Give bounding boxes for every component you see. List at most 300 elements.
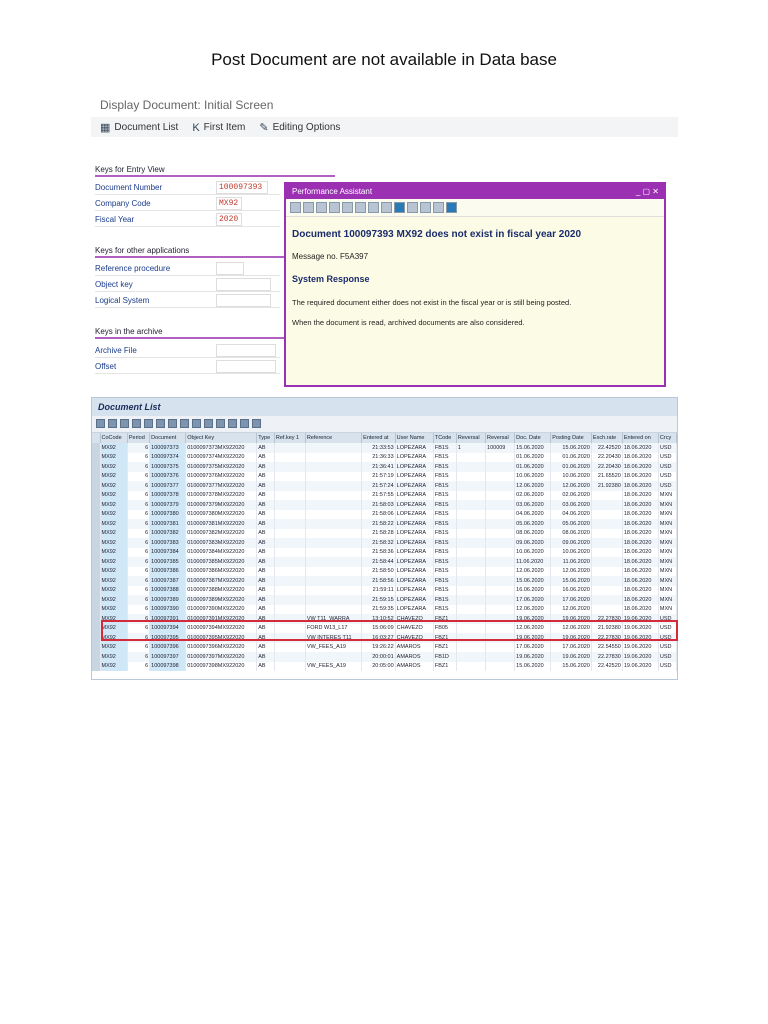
table-cell: 0100097397MX922020 <box>186 652 257 662</box>
select-icon[interactable] <box>120 419 129 428</box>
mark-icon[interactable] <box>355 202 366 213</box>
table-row[interactable] <box>92 443 677 453</box>
table-cell <box>486 510 515 520</box>
graphic-icon[interactable] <box>240 419 249 428</box>
table-cell: CHAVEZO <box>395 624 433 634</box>
column-header[interactable]: Object Key <box>186 433 257 443</box>
table-row[interactable] <box>92 462 677 472</box>
table-cell: 02.06.2020 <box>515 491 551 501</box>
table-row[interactable] <box>92 576 677 586</box>
table-cell <box>305 519 361 529</box>
table-cell: AB <box>257 538 275 548</box>
subtotal-icon[interactable] <box>180 419 189 428</box>
table-cell[interactable]: 100097380 <box>150 510 186 520</box>
row-selector[interactable] <box>92 529 100 539</box>
column-header[interactable]: Exch.rate <box>591 433 622 443</box>
table-cell <box>486 557 515 567</box>
row-selector[interactable] <box>92 472 100 482</box>
table-cell <box>305 586 361 596</box>
export-icon[interactable] <box>433 202 444 213</box>
column-header[interactable]: User Name <box>395 433 433 443</box>
table-cell: 0100097390MX922020 <box>186 605 257 615</box>
table-cell: 0100097389MX922020 <box>186 595 257 605</box>
table-row[interactable] <box>92 567 677 577</box>
archive-file-field[interactable] <box>216 344 276 357</box>
table-cell: 08.06.2020 <box>515 529 551 539</box>
row-selector[interactable] <box>92 453 100 463</box>
fiscal-year-field[interactable]: 2020 <box>216 213 242 226</box>
table-cell: MXN <box>658 605 676 615</box>
table-cell <box>274 500 305 510</box>
edit-icon[interactable] <box>342 202 353 213</box>
row-selector[interactable] <box>92 443 100 453</box>
table-cell: LOPEZARA <box>395 548 433 558</box>
table-cell: FB1S <box>433 529 456 539</box>
table-cell: MXN <box>658 557 676 567</box>
table-cell <box>456 500 485 510</box>
table-row[interactable] <box>92 500 677 510</box>
print-icon[interactable] <box>420 202 431 213</box>
column-header[interactable]: TCode <box>433 433 456 443</box>
table-cell: 17.06.2020 <box>551 643 592 653</box>
table-cell <box>274 614 305 624</box>
table-cell: MXN <box>658 586 676 596</box>
table-icon[interactable] <box>381 202 392 213</box>
table-cell <box>486 548 515 558</box>
back-icon[interactable] <box>290 202 301 213</box>
table-cell <box>274 491 305 501</box>
document-list-title: Document List <box>92 398 677 416</box>
table-cell: MX92 <box>100 453 127 463</box>
table-cell: 05.06.2020 <box>515 519 551 529</box>
document-list-label: Document List <box>114 122 179 133</box>
table-cell[interactable]: 100097394 <box>150 624 186 634</box>
row-selector[interactable] <box>92 633 100 643</box>
table-cell: 21:58:03 <box>362 500 396 510</box>
table-cell: 15.06.2020 <box>515 576 551 586</box>
table-cell: 22.54550 <box>591 643 622 653</box>
column-header[interactable]: Reference <box>305 433 361 443</box>
table-cell: FB1S <box>433 462 456 472</box>
system-response-heading: System Response <box>292 274 370 284</box>
column-header[interactable]: Reversal <box>486 433 515 443</box>
table-cell: MX92 <box>100 614 127 624</box>
table-cell: VW INTERES T11 <box>305 633 361 643</box>
table-cell: 21:58:36 <box>362 548 396 558</box>
document-number-field[interactable]: 100097393 <box>216 181 268 194</box>
row-selector[interactable] <box>92 643 100 653</box>
table-cell: LOPEZARA <box>395 605 433 615</box>
table-cell: 21:36:33 <box>362 453 396 463</box>
table-cell: 12.06.2020 <box>551 481 592 491</box>
doc-icon[interactable] <box>316 202 327 213</box>
table-cell: 0100097379MX922020 <box>186 500 257 510</box>
logical-system-field[interactable] <box>216 294 271 307</box>
table-cell: MX92 <box>100 491 127 501</box>
table-cell: FB1S <box>433 586 456 596</box>
table-cell: MX92 <box>100 500 127 510</box>
table-cell <box>274 595 305 605</box>
table-cell[interactable]: 100097396 <box>150 643 186 653</box>
table-cell[interactable]: 100097397 <box>150 652 186 662</box>
sum-icon[interactable] <box>168 419 177 428</box>
column-header[interactable]: Entered at <box>362 433 396 443</box>
performance-assistant-window <box>284 182 666 387</box>
table-cell <box>456 538 485 548</box>
table-cell: 6 <box>127 510 149 520</box>
table-cell: 19.06.2020 <box>551 614 592 624</box>
table-cell: 16.06.2020 <box>551 586 592 596</box>
table-cell: USD <box>658 614 676 624</box>
table-cell: 19.06.2020 <box>515 633 551 643</box>
export-icon[interactable] <box>204 419 213 428</box>
table-cell[interactable]: 100097387 <box>150 576 186 586</box>
table-cell: 21:57:24 <box>362 481 396 491</box>
table-cell <box>456 567 485 577</box>
table-cell: 6 <box>127 567 149 577</box>
table-cell: 18.06.2020 <box>622 519 658 529</box>
table-cell <box>456 605 485 615</box>
table-cell <box>274 510 305 520</box>
table-cell <box>486 605 515 615</box>
assistant-titlebar[interactable] <box>286 184 664 199</box>
details-icon[interactable] <box>96 419 105 428</box>
table-cell[interactable]: 100097395 <box>150 633 186 643</box>
table-cell: 10.06.2020 <box>515 472 551 482</box>
row-selector[interactable] <box>92 662 100 672</box>
table-cell: 6 <box>127 605 149 615</box>
table-cell <box>305 472 361 482</box>
table-cell <box>274 576 305 586</box>
table-row[interactable] <box>92 633 677 643</box>
column-header[interactable]: Reversal <box>456 433 485 443</box>
filter-icon[interactable] <box>407 202 418 213</box>
table-cell: 15.06.2020 <box>551 443 592 453</box>
table-cell: FB1S <box>433 443 456 453</box>
archive-file-label: Archive File <box>95 343 280 358</box>
table-cell: 22.20430 <box>591 453 622 463</box>
table-cell: FORD W13_L17 <box>305 624 361 634</box>
row-selector[interactable] <box>92 500 100 510</box>
select-all-cell[interactable] <box>92 433 100 443</box>
table-cell: FBZ1 <box>433 662 456 672</box>
row-selector[interactable] <box>92 576 100 586</box>
table-cell: FB1S <box>433 567 456 577</box>
column-header[interactable]: Crcy <box>658 433 676 443</box>
table-cell: FB1D <box>433 652 456 662</box>
document-number-label: Document Number <box>95 180 280 195</box>
table-row[interactable] <box>92 481 677 491</box>
table-cell <box>591 529 622 539</box>
table-row[interactable] <box>92 605 677 615</box>
table-cell: MX92 <box>100 595 127 605</box>
table-cell: USD <box>658 481 676 491</box>
offset-field[interactable] <box>216 360 276 373</box>
table-cell: 6 <box>127 662 149 672</box>
table-row[interactable] <box>92 643 677 653</box>
table-cell: VW T11_WARRA <box>305 614 361 624</box>
table-cell <box>456 529 485 539</box>
table-row[interactable] <box>92 624 677 634</box>
table-row[interactable] <box>92 529 677 539</box>
row-selector[interactable] <box>92 557 100 567</box>
sort-ascending-icon[interactable] <box>132 419 141 428</box>
table-cell: 19.06.2020 <box>622 633 658 643</box>
sort-descending-icon[interactable] <box>144 419 153 428</box>
first-item-button[interactable] <box>192 122 245 134</box>
row-selector[interactable] <box>92 567 100 577</box>
row-selector[interactable] <box>92 614 100 624</box>
table-cell: 0100097381MX922020 <box>186 519 257 529</box>
table-cell: LOPEZARA <box>395 538 433 548</box>
table-cell: 22.42520 <box>591 662 622 672</box>
row-selector[interactable] <box>92 595 100 605</box>
table-cell: 18.06.2020 <box>622 500 658 510</box>
table-row[interactable] <box>92 510 677 520</box>
table-cell: AB <box>257 652 275 662</box>
table-cell[interactable]: 100097384 <box>150 548 186 558</box>
table-cell <box>274 443 305 453</box>
table-cell: 09.06.2020 <box>515 538 551 548</box>
column-header[interactable]: Ref.key 1 <box>274 433 305 443</box>
table-cell: 12.06.2020 <box>551 624 592 634</box>
table-cell: MX92 <box>100 652 127 662</box>
table-row[interactable] <box>92 595 677 605</box>
refresh-icon[interactable] <box>108 419 117 428</box>
table-cell <box>486 586 515 596</box>
table-row[interactable] <box>92 453 677 463</box>
table-cell <box>486 576 515 586</box>
table-row[interactable] <box>92 519 677 529</box>
table-cell <box>274 529 305 539</box>
table-cell: 18.06.2020 <box>622 576 658 586</box>
row-selector[interactable] <box>92 491 100 501</box>
table-cell: 19.06.2020 <box>622 643 658 653</box>
table-cell: 19:26:22 <box>362 643 396 653</box>
row-selector[interactable] <box>92 624 100 634</box>
table-row[interactable] <box>92 586 677 596</box>
table-cell <box>274 538 305 548</box>
table-cell[interactable]: 100097391 <box>150 614 186 624</box>
table-cell: 10.06.2020 <box>551 472 592 482</box>
table-cell[interactable]: 100097382 <box>150 529 186 539</box>
table-cell: 18.06.2020 <box>622 453 658 463</box>
table-row[interactable] <box>92 652 677 662</box>
table-cell: 0100097376MX922020 <box>186 472 257 482</box>
table-cell: 10.06.2020 <box>515 548 551 558</box>
table-cell <box>456 643 485 653</box>
print-icon[interactable] <box>192 419 201 428</box>
table-cell <box>456 510 485 520</box>
help-icon[interactable] <box>446 202 457 213</box>
table-cell: MX92 <box>100 586 127 596</box>
table-row[interactable] <box>92 538 677 548</box>
table-cell[interactable]: 100097374 <box>150 453 186 463</box>
table-cell <box>591 519 622 529</box>
table-cell[interactable]: 100097376 <box>150 472 186 482</box>
row-selector[interactable] <box>92 481 100 491</box>
reference-procedure-field[interactable] <box>216 262 244 275</box>
table-row[interactable] <box>92 491 677 501</box>
filter-icon[interactable] <box>156 419 165 428</box>
table-cell[interactable]: 100097390 <box>150 605 186 615</box>
layout-icon[interactable] <box>216 419 225 428</box>
find-icon[interactable] <box>368 202 379 213</box>
table-cell: 19.06.2020 <box>622 624 658 634</box>
table-cell: 6 <box>127 633 149 643</box>
table-cell: LOPEZARA <box>395 595 433 605</box>
table-cell <box>456 633 485 643</box>
tree-icon[interactable] <box>329 202 340 213</box>
table-cell <box>274 519 305 529</box>
table-cell: 15.06.2020 <box>551 662 592 672</box>
table-cell: LOPEZARA <box>395 510 433 520</box>
table-cell: MXN <box>658 576 676 586</box>
table-cell <box>486 472 515 482</box>
table-cell: MX92 <box>100 643 127 653</box>
table-cell: MX92 <box>100 662 127 672</box>
screen-title: Display Document: Initial Screen <box>100 98 274 112</box>
editing-options-button[interactable] <box>259 121 340 134</box>
table-cell[interactable]: 100097386 <box>150 567 186 577</box>
table-cell <box>591 567 622 577</box>
table-cell: USD <box>658 652 676 662</box>
table-cell[interactable]: 100097388 <box>150 586 186 596</box>
table-cell: 04.06.2020 <box>551 510 592 520</box>
table-cell[interactable]: 100097373 <box>150 443 186 453</box>
table-cell: 18.06.2020 <box>622 605 658 615</box>
table-cell: 6 <box>127 472 149 482</box>
table-cell: AB <box>257 624 275 634</box>
column-header[interactable]: Posting Date <box>551 433 592 443</box>
table-cell[interactable]: 100097385 <box>150 557 186 567</box>
keys-entry-heading: Keys for Entry View <box>95 165 335 177</box>
table-cell: AB <box>257 443 275 453</box>
table-cell <box>456 462 485 472</box>
table-cell <box>591 557 622 567</box>
message-number: Message no. F5A397 <box>292 252 369 261</box>
row-selector[interactable] <box>92 605 100 615</box>
table-cell: 18.06.2020 <box>622 595 658 605</box>
table-cell: 6 <box>127 538 149 548</box>
table-cell[interactable]: 100097378 <box>150 491 186 501</box>
row-selector[interactable] <box>92 519 100 529</box>
table-row[interactable] <box>92 548 677 558</box>
table-cell[interactable]: 100097375 <box>150 462 186 472</box>
table-cell <box>486 614 515 624</box>
save-layout-icon[interactable] <box>228 419 237 428</box>
table-cell: MX92 <box>100 481 127 491</box>
table-cell <box>305 500 361 510</box>
object-key-label: Object key <box>95 277 280 292</box>
object-key-field[interactable] <box>216 278 271 291</box>
column-header[interactable]: CoCode <box>100 433 127 443</box>
table-cell: FBZ1 <box>433 633 456 643</box>
table-cell: 22.42520 <box>591 443 622 453</box>
company-code-field[interactable]: MX92 <box>216 197 242 210</box>
row-selector[interactable] <box>92 586 100 596</box>
table-cell <box>305 510 361 520</box>
table-cell <box>305 605 361 615</box>
column-header[interactable]: Period <box>127 433 149 443</box>
table-cell[interactable]: 100097383 <box>150 538 186 548</box>
table-cell[interactable]: 100097379 <box>150 500 186 510</box>
table-cell: MXN <box>658 529 676 539</box>
table-cell: CHAVEZO <box>395 633 433 643</box>
table-cell: 18.06.2020 <box>622 529 658 539</box>
table-cell: 19.06.2020 <box>622 662 658 672</box>
forward-icon[interactable] <box>303 202 314 213</box>
table-cell: 6 <box>127 491 149 501</box>
column-header[interactable]: Doc. Date <box>515 433 551 443</box>
table-cell <box>274 472 305 482</box>
table-cell: 03.06.2020 <box>551 500 592 510</box>
row-selector[interactable] <box>92 510 100 520</box>
table-cell <box>456 557 485 567</box>
table-cell[interactable]: 100097381 <box>150 519 186 529</box>
table-cell <box>305 453 361 463</box>
table-cell: 17.06.2020 <box>551 595 592 605</box>
table-cell[interactable]: 100097398 <box>150 662 186 672</box>
table-cell: 17.06.2020 <box>515 643 551 653</box>
column-header[interactable]: Entered on <box>622 433 658 443</box>
table-cell <box>591 538 622 548</box>
row-selector[interactable] <box>92 548 100 558</box>
table-cell: AB <box>257 576 275 586</box>
table-row[interactable] <box>92 557 677 567</box>
table-cell: 21:58:56 <box>362 576 396 586</box>
table-cell: USD <box>658 633 676 643</box>
table-cell: 16:03:27 <box>362 633 396 643</box>
info-icon[interactable] <box>394 202 405 213</box>
table-row[interactable] <box>92 472 677 482</box>
row-selector[interactable] <box>92 538 100 548</box>
row-selector[interactable] <box>92 652 100 662</box>
table-cell: FB1S <box>433 519 456 529</box>
table-row[interactable] <box>92 662 677 672</box>
table-row[interactable] <box>92 614 677 624</box>
table-cell[interactable]: 100097389 <box>150 595 186 605</box>
table-cell <box>486 462 515 472</box>
row-selector[interactable] <box>92 462 100 472</box>
column-header[interactable]: Type <box>257 433 275 443</box>
table-cell <box>591 548 622 558</box>
table-cell: 0100097391MX922020 <box>186 614 257 624</box>
table-cell <box>274 662 305 672</box>
view-icon[interactable] <box>252 419 261 428</box>
table-cell: MXN <box>658 595 676 605</box>
table-cell <box>486 529 515 539</box>
table-cell: MXN <box>658 510 676 520</box>
table-cell: AB <box>257 491 275 501</box>
document-list-button[interactable] <box>100 121 178 134</box>
column-header[interactable]: Document <box>150 433 186 443</box>
table-cell <box>456 491 485 501</box>
window-controls[interactable]: _ ▢ ✕ <box>635 187 659 196</box>
table-cell <box>305 595 361 605</box>
table-cell <box>486 633 515 643</box>
table-cell: 15.06.2020 <box>551 576 592 586</box>
table-cell: AB <box>257 462 275 472</box>
table-cell: AB <box>257 529 275 539</box>
table-cell: USD <box>658 453 676 463</box>
table-cell: 1 <box>456 443 485 453</box>
table-cell: 6 <box>127 453 149 463</box>
table-cell: MXN <box>658 519 676 529</box>
table-cell: 18.06.2020 <box>622 510 658 520</box>
table-cell: 12.06.2020 <box>551 567 592 577</box>
table-cell[interactable]: 100097377 <box>150 481 186 491</box>
